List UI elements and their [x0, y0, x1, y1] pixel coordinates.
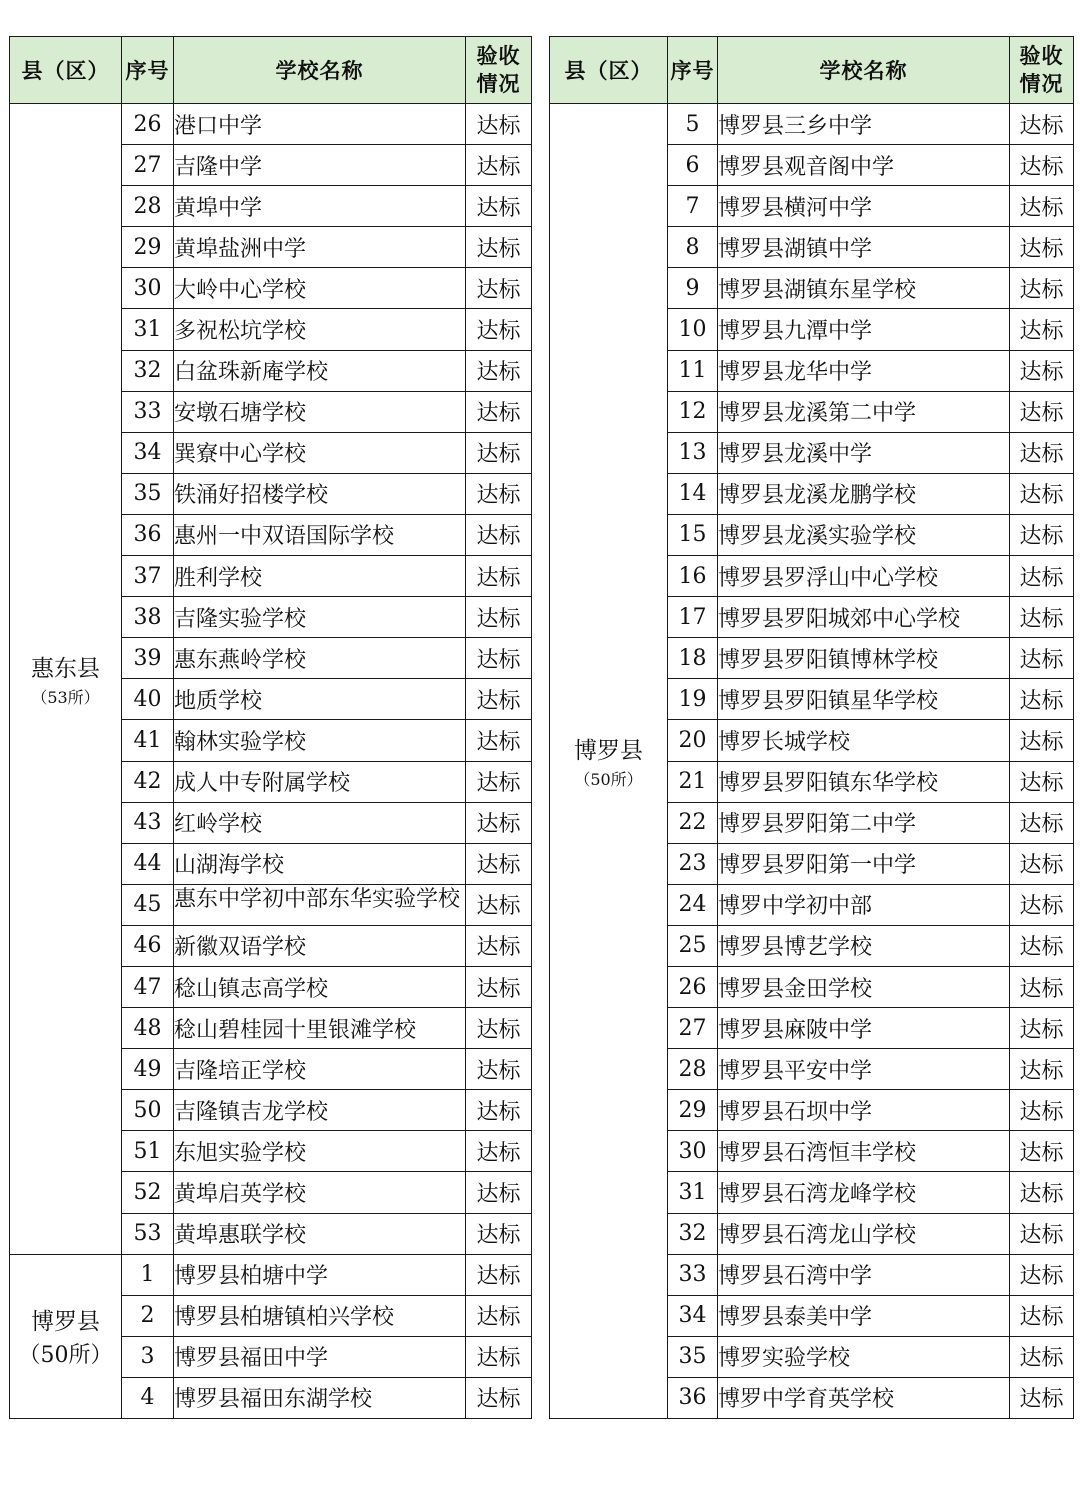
- row-number: 27: [122, 145, 174, 186]
- table-row: [550, 104, 1074, 145]
- school-name: 东旭实验学校: [174, 1131, 466, 1172]
- acceptance-status: 达标: [1010, 1090, 1074, 1131]
- row-number: 24: [668, 884, 718, 925]
- row-number: 47: [122, 966, 174, 1007]
- row-number: 18: [668, 638, 718, 679]
- school-name: 巽寮中心学校: [174, 432, 466, 473]
- row-number: 22: [668, 802, 718, 843]
- header-school-name: 学校名称: [718, 37, 1010, 104]
- school-name: 黄埠中学: [174, 186, 466, 227]
- row-number: 42: [122, 761, 174, 802]
- acceptance-status: 达标: [466, 1254, 532, 1295]
- row-number: 1: [122, 1254, 174, 1295]
- school-name: 胜利学校: [174, 556, 466, 597]
- row-number: 3: [122, 1336, 174, 1377]
- school-name: 博罗县博艺学校: [718, 925, 1010, 966]
- row-number: 13: [668, 432, 718, 473]
- acceptance-status: 达标: [466, 186, 532, 227]
- county-school-count: （50所）: [18, 1343, 113, 1369]
- row-number: 29: [122, 227, 174, 268]
- school-name: 博罗县柏塘镇柏兴学校: [174, 1295, 466, 1336]
- acceptance-status: 达标: [1010, 1049, 1074, 1090]
- header-acceptance-line1: 验收: [1019, 44, 1064, 68]
- table-row: [10, 1254, 532, 1295]
- acceptance-status: 达标: [466, 679, 532, 720]
- acceptance-status: 达标: [1010, 925, 1074, 966]
- row-number: 35: [668, 1336, 718, 1377]
- school-table-right: [549, 36, 1074, 1419]
- row-number: 45: [122, 884, 174, 925]
- school-name: 博罗县罗阳第一中学: [718, 843, 1010, 884]
- acceptance-status: 达标: [466, 514, 532, 555]
- row-number: 23: [668, 843, 718, 884]
- acceptance-status: 达标: [1010, 145, 1074, 186]
- school-name: 博罗县平安中学: [718, 1049, 1010, 1090]
- acceptance-status: 达标: [466, 925, 532, 966]
- header-county: 县（区）: [550, 37, 668, 104]
- school-name: 新徽双语学校: [174, 925, 466, 966]
- acceptance-status: 达标: [1010, 1213, 1074, 1254]
- school-name: 博罗县龙华中学: [718, 350, 1010, 391]
- acceptance-status: 达标: [1010, 1254, 1074, 1295]
- row-number: 44: [122, 843, 174, 884]
- header-acceptance: [466, 37, 532, 104]
- acceptance-status: 达标: [466, 966, 532, 1007]
- school-name: 安墩石塘学校: [174, 391, 466, 432]
- row-number: 40: [122, 679, 174, 720]
- row-number: 26: [122, 104, 174, 145]
- acceptance-status: 达标: [1010, 1008, 1074, 1049]
- school-name: 惠东燕岭学校: [174, 638, 466, 679]
- school-name: 红岭学校: [174, 802, 466, 843]
- table-header-row: [10, 37, 532, 104]
- acceptance-status: 达标: [466, 309, 532, 350]
- row-number: 32: [668, 1213, 718, 1254]
- school-name: 港口中学: [174, 104, 466, 145]
- acceptance-status: 达标: [1010, 1336, 1074, 1377]
- row-number: 28: [668, 1049, 718, 1090]
- county-cell: [10, 104, 122, 1255]
- school-name: 山湖海学校: [174, 843, 466, 884]
- acceptance-status: 达标: [466, 597, 532, 638]
- school-name: 惠州一中双语国际学校: [174, 514, 466, 555]
- county-school-count: （53所）: [31, 687, 100, 707]
- header-acceptance-line1: 验收: [476, 44, 521, 68]
- acceptance-status: 达标: [1010, 556, 1074, 597]
- school-name: 博罗县三乡中学: [718, 104, 1010, 145]
- acceptance-status: 达标: [1010, 679, 1074, 720]
- row-number: 30: [668, 1131, 718, 1172]
- row-number: 36: [668, 1377, 718, 1418]
- school-name: 博罗县石湾恒丰学校: [718, 1131, 1010, 1172]
- acceptance-status: 达标: [466, 1090, 532, 1131]
- school-name: 吉隆实验学校: [174, 597, 466, 638]
- header-acceptance: [1010, 37, 1074, 104]
- school-name: 白盆珠新庵学校: [174, 350, 466, 391]
- acceptance-status: 达标: [1010, 432, 1074, 473]
- acceptance-status: 达标: [1010, 268, 1074, 309]
- county-name: 博罗县: [31, 1309, 100, 1336]
- table-row: [10, 104, 532, 145]
- school-name: 惠东中学初中部东华实验学校: [174, 884, 466, 925]
- acceptance-status: 达标: [466, 473, 532, 514]
- school-name: 稔山镇志高学校: [174, 966, 466, 1007]
- school-name: 博罗县泰美中学: [718, 1295, 1010, 1336]
- school-name: 博罗县罗阳城郊中心学校: [718, 597, 1010, 638]
- acceptance-status: 达标: [1010, 186, 1074, 227]
- row-number: 48: [122, 1008, 174, 1049]
- school-name: 博罗县罗阳镇博林学校: [718, 638, 1010, 679]
- school-name: 博罗县石湾龙峰学校: [718, 1172, 1010, 1213]
- acceptance-status: 达标: [1010, 761, 1074, 802]
- row-number: 11: [668, 350, 718, 391]
- table-body-right: [550, 104, 1074, 1419]
- school-name: 博罗县麻陂中学: [718, 1008, 1010, 1049]
- row-number: 19: [668, 679, 718, 720]
- row-number: 2: [122, 1295, 174, 1336]
- row-number: 5: [668, 104, 718, 145]
- school-name: 黄埠盐洲中学: [174, 227, 466, 268]
- row-number: 6: [668, 145, 718, 186]
- county-cell: [10, 1254, 122, 1418]
- row-number: 31: [668, 1172, 718, 1213]
- row-number: 51: [122, 1131, 174, 1172]
- acceptance-status: 达标: [1010, 514, 1074, 555]
- school-name: 地质学校: [174, 679, 466, 720]
- row-number: 33: [122, 391, 174, 432]
- row-number: 20: [668, 720, 718, 761]
- school-name: 黄埠启英学校: [174, 1172, 466, 1213]
- school-name: 博罗县福田中学: [174, 1336, 466, 1377]
- acceptance-status: 达标: [1010, 802, 1074, 843]
- row-number: 37: [122, 556, 174, 597]
- row-number: 14: [668, 473, 718, 514]
- school-name: 博罗中学初中部: [718, 884, 1010, 925]
- acceptance-status: 达标: [1010, 227, 1074, 268]
- acceptance-status: 达标: [466, 843, 532, 884]
- row-number: 17: [668, 597, 718, 638]
- school-name: 吉隆镇吉龙学校: [174, 1090, 466, 1131]
- row-number: 10: [668, 309, 718, 350]
- acceptance-status: 达标: [466, 1049, 532, 1090]
- header-no: 序号: [122, 37, 174, 104]
- row-number: 4: [122, 1377, 174, 1418]
- acceptance-status: 达标: [1010, 1295, 1074, 1336]
- row-number: 15: [668, 514, 718, 555]
- row-number: 30: [122, 268, 174, 309]
- acceptance-status: 达标: [1010, 884, 1074, 925]
- row-number: 9: [668, 268, 718, 309]
- acceptance-status: 达标: [466, 802, 532, 843]
- school-name: 博罗县石湾龙山学校: [718, 1213, 1010, 1254]
- acceptance-status: 达标: [466, 720, 532, 761]
- school-name: 吉隆中学: [174, 145, 466, 186]
- school-name: 博罗县湖镇东星学校: [718, 268, 1010, 309]
- row-number: 43: [122, 802, 174, 843]
- school-name: 黄埠惠联学校: [174, 1213, 466, 1254]
- acceptance-status: 达标: [1010, 473, 1074, 514]
- row-number: 32: [122, 350, 174, 391]
- acceptance-status: 达标: [466, 104, 532, 145]
- acceptance-status: 达标: [466, 1172, 532, 1213]
- acceptance-status: 达标: [1010, 966, 1074, 1007]
- school-name: 翰林实验学校: [174, 720, 466, 761]
- row-number: 16: [668, 556, 718, 597]
- acceptance-status: 达标: [466, 556, 532, 597]
- row-number: 34: [668, 1295, 718, 1336]
- acceptance-status: 达标: [1010, 1172, 1074, 1213]
- school-table-left: [9, 36, 532, 1419]
- school-name: 博罗实验学校: [718, 1336, 1010, 1377]
- row-number: 25: [668, 925, 718, 966]
- acceptance-status: 达标: [1010, 104, 1074, 145]
- acceptance-status: 达标: [1010, 309, 1074, 350]
- table-header-row: [550, 37, 1074, 104]
- county-name: 惠东县: [31, 655, 100, 682]
- school-name: 博罗县罗浮山中心学校: [718, 556, 1010, 597]
- school-name: 博罗县龙溪龙鹏学校: [718, 473, 1010, 514]
- acceptance-status: 达标: [466, 227, 532, 268]
- header-acceptance-line2: 情况: [1019, 72, 1064, 96]
- row-number: 31: [122, 309, 174, 350]
- school-name: 吉隆培正学校: [174, 1049, 466, 1090]
- acceptance-status: 达标: [466, 350, 532, 391]
- acceptance-status: 达标: [466, 1295, 532, 1336]
- acceptance-status: 达标: [466, 1131, 532, 1172]
- row-number: 52: [122, 1172, 174, 1213]
- school-name: 博罗县柏塘中学: [174, 1254, 466, 1295]
- school-name: 稔山碧桂园十里银滩学校: [174, 1008, 466, 1049]
- acceptance-status: 达标: [1010, 720, 1074, 761]
- acceptance-status: 达标: [1010, 597, 1074, 638]
- row-number: 7: [668, 186, 718, 227]
- row-number: 21: [668, 761, 718, 802]
- row-number: 29: [668, 1090, 718, 1131]
- acceptance-status: 达标: [1010, 1131, 1074, 1172]
- row-number: 26: [668, 966, 718, 1007]
- school-name: 博罗县龙溪实验学校: [718, 514, 1010, 555]
- school-name: 博罗县金田学校: [718, 966, 1010, 1007]
- acceptance-status: 达标: [1010, 638, 1074, 679]
- table-body-left: [10, 104, 532, 1419]
- school-name: 博罗县龙溪第二中学: [718, 391, 1010, 432]
- acceptance-status: 达标: [466, 761, 532, 802]
- county-cell: [550, 104, 668, 1419]
- school-name: 博罗县九潭中学: [718, 309, 1010, 350]
- acceptance-status: 达标: [466, 1008, 532, 1049]
- row-number: 46: [122, 925, 174, 966]
- school-name: 博罗县横河中学: [718, 186, 1010, 227]
- school-name: 博罗县罗阳镇东华学校: [718, 761, 1010, 802]
- school-name: 博罗县观音阁中学: [718, 145, 1010, 186]
- row-number: 33: [668, 1254, 718, 1295]
- header-acceptance-line2: 情况: [476, 72, 521, 96]
- row-number: 34: [122, 432, 174, 473]
- row-number: 41: [122, 720, 174, 761]
- row-number: 35: [122, 473, 174, 514]
- row-number: 38: [122, 597, 174, 638]
- school-name: 博罗县罗阳第二中学: [718, 802, 1010, 843]
- acceptance-status: 达标: [466, 391, 532, 432]
- school-name: 多祝松坑学校: [174, 309, 466, 350]
- acceptance-status: 达标: [466, 1336, 532, 1377]
- county-school-count: （50所）: [574, 770, 643, 789]
- row-number: 49: [122, 1049, 174, 1090]
- school-name: 博罗中学育英学校: [718, 1377, 1010, 1418]
- school-name: 博罗长城学校: [718, 720, 1010, 761]
- acceptance-status: 达标: [466, 432, 532, 473]
- school-name: 成人中专附属学校: [174, 761, 466, 802]
- school-name: 博罗县罗阳镇星华学校: [718, 679, 1010, 720]
- acceptance-status: 达标: [466, 638, 532, 679]
- school-name: 博罗县石湾中学: [718, 1254, 1010, 1295]
- row-number: 12: [668, 391, 718, 432]
- school-name: 大岭中心学校: [174, 268, 466, 309]
- school-name: 铁涌好招楼学校: [174, 473, 466, 514]
- row-number: 36: [122, 514, 174, 555]
- row-number: 28: [122, 186, 174, 227]
- row-number: 8: [668, 227, 718, 268]
- school-name: 博罗县龙溪中学: [718, 432, 1010, 473]
- header-no: 序号: [668, 37, 718, 104]
- acceptance-status: 达标: [466, 884, 532, 925]
- row-number: 50: [122, 1090, 174, 1131]
- acceptance-status: 达标: [466, 1377, 532, 1418]
- acceptance-status: 达标: [466, 1213, 532, 1254]
- header-school-name: 学校名称: [174, 37, 466, 104]
- acceptance-status: 达标: [1010, 1377, 1074, 1418]
- acceptance-status: 达标: [466, 145, 532, 186]
- school-name: 博罗县福田东湖学校: [174, 1377, 466, 1418]
- header-county: 县（区）: [10, 37, 122, 104]
- row-number: 39: [122, 638, 174, 679]
- row-number: 27: [668, 1008, 718, 1049]
- acceptance-status: 达标: [1010, 350, 1074, 391]
- row-number: 53: [122, 1213, 174, 1254]
- school-name: 博罗县湖镇中学: [718, 227, 1010, 268]
- county-name: 博罗县: [574, 738, 643, 764]
- acceptance-status: 达标: [1010, 843, 1074, 884]
- acceptance-status: 达标: [1010, 391, 1074, 432]
- school-name: 博罗县石坝中学: [718, 1090, 1010, 1131]
- acceptance-status: 达标: [466, 268, 532, 309]
